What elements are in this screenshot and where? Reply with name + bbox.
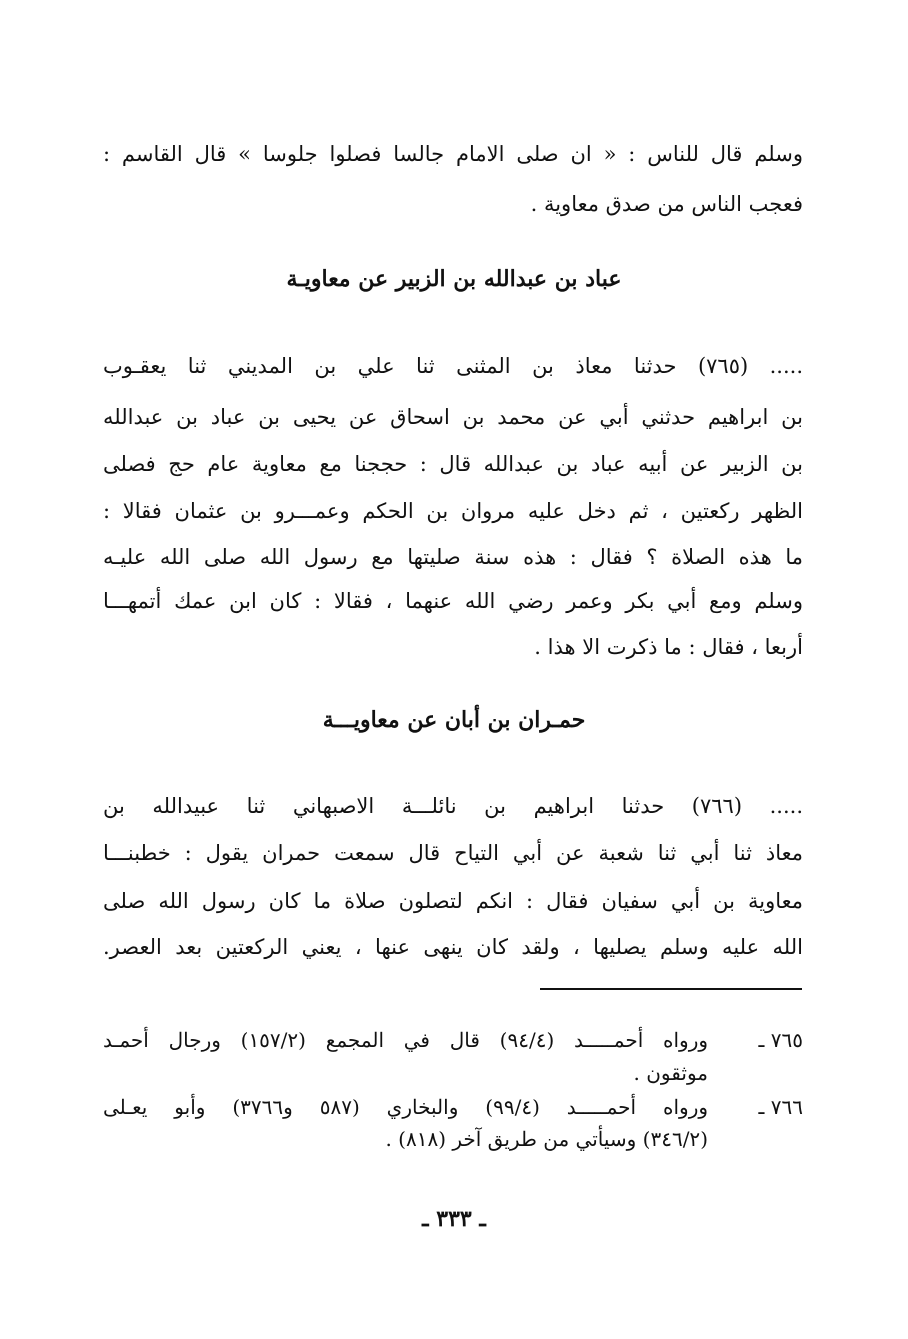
intro-line-2: فعجب الناس من صدق معاوية . <box>530 192 803 216</box>
hadith-766-line-1: ..... (٧٦٦) حدثنا ابراهيم بن نائلـــة الاصبهاني ثنا عبيدالله بن <box>103 794 803 818</box>
hadith-765-line-7: أربعا ، فقال : ما ذكرت الا هذا . <box>534 635 803 659</box>
section-heading-humran: حمـران بن أبان عن معاويـــة <box>322 707 586 733</box>
hadith-765-line-5: ما هذه الصلاة ؟ فقال : هذه سنة صليتها مع رسول الله صلى الله عليـه <box>103 545 803 569</box>
footnote-766-line-2: (٣٤٦/٢) وسيأتي من طريق آخر (٨١٨) . <box>385 1127 708 1151</box>
footnote-765-line-1: ورواه أحمـــــد (٩٤/٤) قال في المجمع (١٥٧/٢) ورجال أحمـد <box>103 1028 708 1052</box>
intro-line-1: وسلم قال للناس : « ان صلى الامام جالسا فصلوا جلوسا » قال القاسم : <box>103 142 803 166</box>
footnote-765-line-2: موثقون . <box>633 1061 708 1085</box>
footnote-divider <box>540 988 802 990</box>
hadith-766-line-3: معاوية بن أبي سفيان فقال : انكم لتصلون صلاة ما كان رسول الله صلى <box>103 889 803 913</box>
page-number: ـ ٣٣٣ ـ <box>422 1206 486 1232</box>
section-heading-abbad: عباد بن عبدالله بن الزبير عن معاويـة <box>286 266 622 292</box>
hadith-766-line-4: الله عليه وسلم يصليها ، ولقد كان ينهى عنها ، يعني الركعتين بعد العصر. <box>103 935 803 959</box>
footnote-766-line-1: ورواه أحمـــــد (٩٩/٤) والبخاري (٥٨٧ و٣٧٦٦) وأبو يعـلى <box>103 1095 708 1119</box>
hadith-765-line-2: بن ابراهيم حدثني أبي عن محمد بن اسحاق عن يحيى بن عباد بن عبدالله <box>103 405 803 429</box>
hadith-765-line-3: بن الزبير عن أبيه عباد بن عبدالله قال : حججنا مع معاوية عام حج فصلى <box>103 452 803 476</box>
footnote-765-number: ٧٦٥ ـ <box>758 1028 803 1052</box>
footnote-766-number: ٧٦٦ ـ <box>758 1095 803 1119</box>
hadith-765-line-4: الظهر ركعتين ، ثم دخل عليه مروان بن الحكم وعمـــرو بن عثمان فقالا : <box>103 499 803 523</box>
hadith-766-line-2: معاذ ثنا أبي ثنا شعبة عن أبي التياح قال سمعت حمران يقول : خطبنـــا <box>103 841 803 865</box>
hadith-765-line-1: ..... (٧٦٥) حدثنا معاذ بن المثنى ثنا علي بن المديني ثنا يعقـوب <box>103 354 803 378</box>
hadith-765-line-6: وسلم ومع أبي بكر وعمر رضي الله عنهما ، فقالا : كان ابن عمك أتمهـــا <box>103 589 803 613</box>
